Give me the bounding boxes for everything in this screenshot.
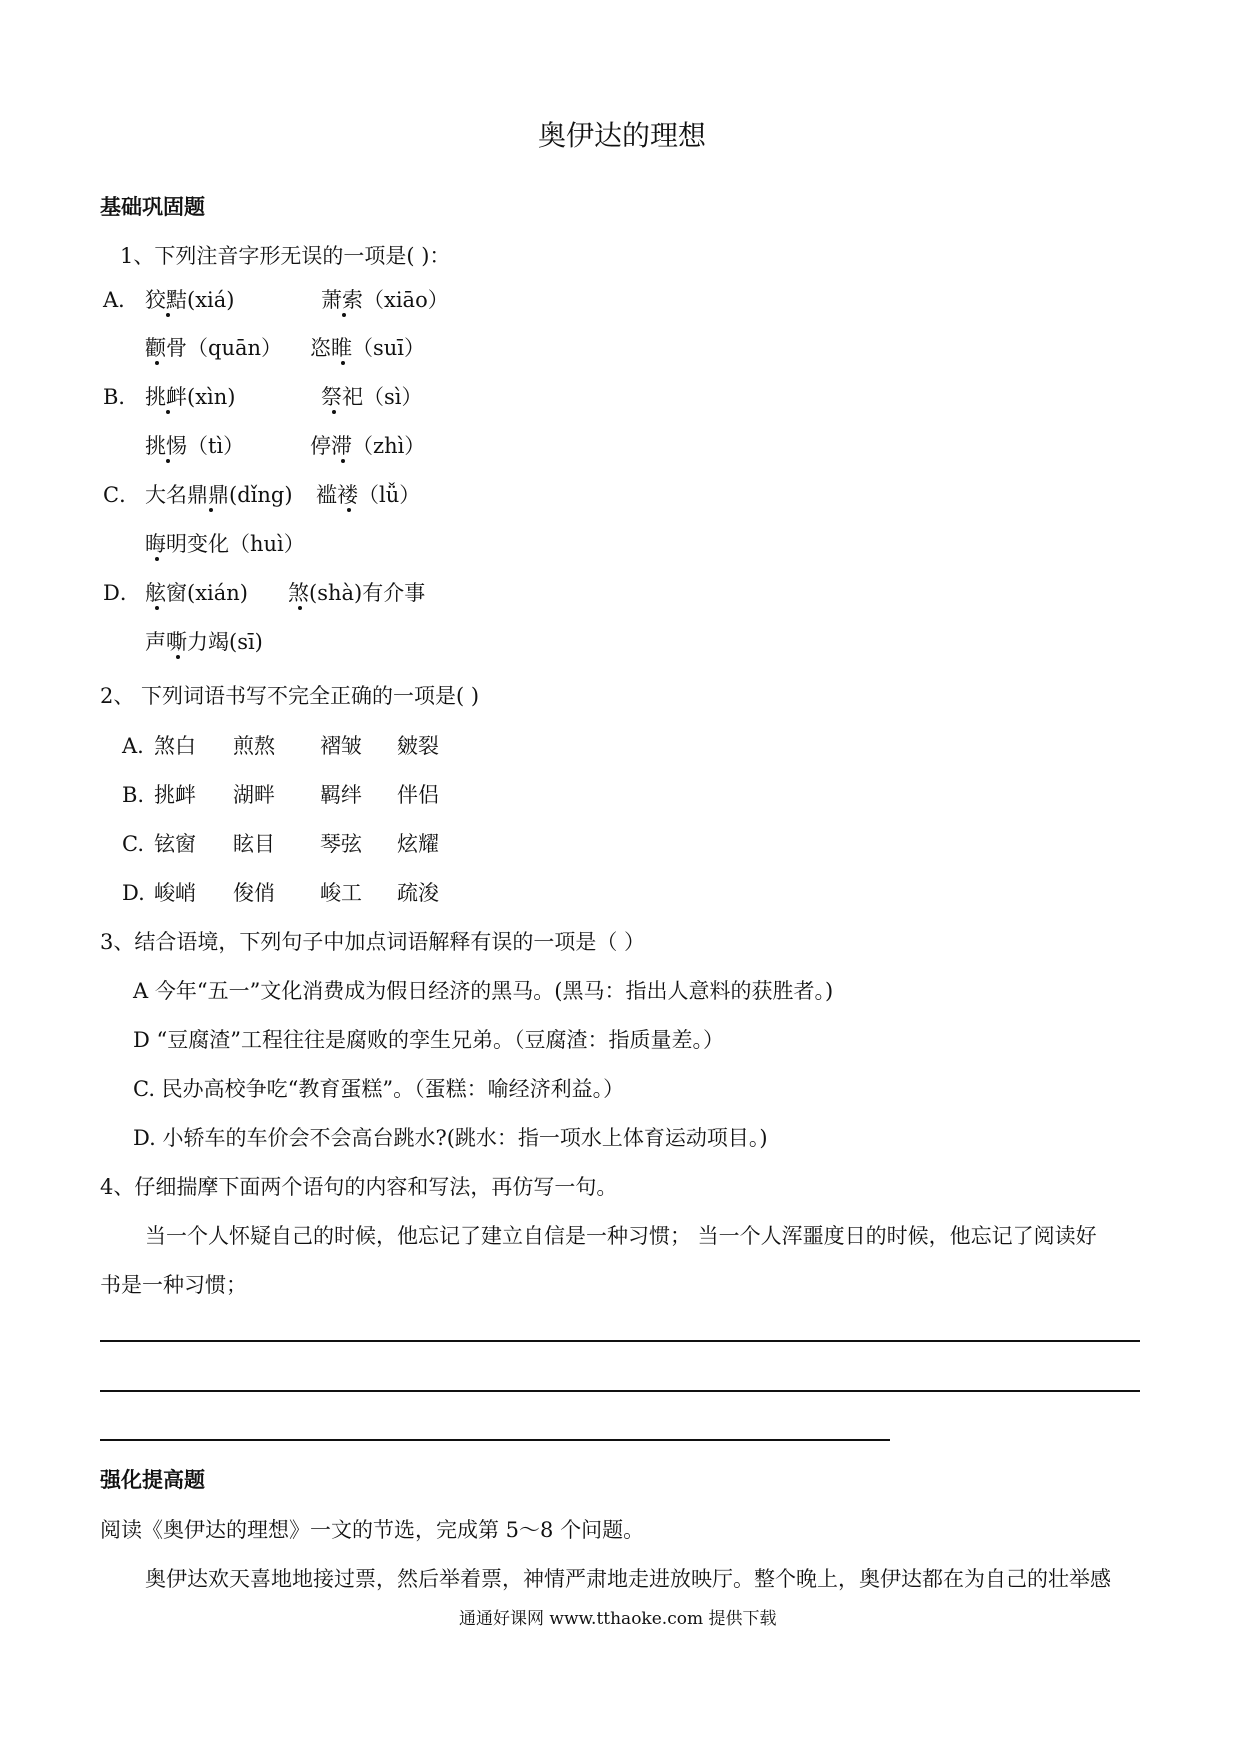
emphasis-dot — [332, 410, 336, 414]
q2-row-c-label: C. — [122, 832, 144, 856]
emphasis-dot — [341, 459, 345, 463]
q1-option-c-item-1: 大名鼎鼎(dǐng) — [145, 483, 293, 507]
q2-row-d-word: 峻工 — [320, 881, 362, 905]
question-1-stem: 1、下列注音字形无误的一项是( )： — [120, 244, 451, 268]
emphasis-dot — [347, 508, 351, 512]
page-footer: 通通好课网 www.tthaoke.com 提供下载 — [459, 1609, 777, 1629]
emphasis-dot — [209, 508, 213, 512]
q1-option-d-item-2: 煞(shà)有介事 — [288, 581, 426, 605]
q2-row-b-word: 挑衅 — [154, 783, 196, 807]
question-2-stem: 2、 下列词语书写不完全正确的一项是( ) — [100, 684, 480, 708]
q1-option-a-item-4: 恣睢（suī） — [310, 336, 426, 360]
reading-passage-line: 奥伊达欢天喜地地接过票，然后举着票，神情严肃地走进放映厅。整个晚上，奥伊达都在为自己的壮举感 — [145, 1567, 1111, 1591]
answer-line[interactable] — [100, 1439, 890, 1441]
q2-row-d-word: 疏浚 — [397, 881, 439, 905]
q1-option-a-item-2: 萧索（xiāo） — [321, 288, 449, 312]
q2-row-a-label: A. — [122, 734, 144, 758]
q2-row-b-label: B. — [122, 783, 145, 807]
q2-row-a-word: 煎熬 — [233, 734, 275, 758]
q3-option-a: A 今年“五一”文化消费成为假日经济的黑马。(黑马：指出人意料的获胜者。) — [133, 979, 834, 1003]
section-heading-advanced: 强化提高题 — [100, 1468, 205, 1492]
q2-row-b-word: 湖畔 — [233, 783, 275, 807]
emphasis-dot — [342, 313, 346, 317]
q1-option-a-item-1: 狡黠(xiá) — [145, 288, 235, 312]
q2-row-c-word: 琴弦 — [320, 832, 362, 856]
answer-line[interactable] — [100, 1340, 1140, 1342]
emphasis-dot — [155, 606, 159, 610]
q3-option-c: C. 民办高校争吃“教育蛋糕”。（蛋糕：喻经济利益。） — [133, 1077, 625, 1101]
q1-option-a-label: A． — [103, 288, 140, 312]
emphasis-dot — [166, 459, 170, 463]
q2-row-b-word: 伴侣 — [397, 783, 439, 807]
q4-example-line-2: 书是一种习惯； — [100, 1273, 247, 1297]
q2-row-c-word: 铉窗 — [154, 832, 196, 856]
q1-option-b-label: B． — [103, 385, 140, 409]
q1-option-c-item-3: 晦明变化（huì） — [145, 532, 305, 556]
q2-row-d-word: 峻峭 — [154, 881, 196, 905]
page-title: 奥伊达的理想 — [538, 119, 707, 152]
emphasis-dot — [298, 606, 302, 610]
answer-line[interactable] — [100, 1390, 1140, 1392]
emphasis-dot — [155, 557, 159, 561]
q4-example-line-1: 当一个人怀疑自己的时候，他忘记了建立自信是一种习惯； 当一个人浑噩度日的时候，他忘记了阅读好 — [145, 1224, 1097, 1248]
emphasis-dot — [166, 410, 170, 414]
q1-option-b-item-3: 挑惕（tì） — [145, 434, 245, 458]
emphasis-dot — [341, 361, 345, 365]
q2-row-c-word: 炫耀 — [397, 832, 439, 856]
q2-row-c-word: 眩目 — [233, 832, 275, 856]
q1-option-b-item-4: 停滞（zhì） — [310, 434, 426, 458]
q1-option-a-item-3: 颧骨（quān） — [145, 336, 283, 360]
q3-option-d: D. 小轿车的车价会不会高台跳水?(跳水：指一项水上体育运动项目。) — [133, 1126, 768, 1150]
q2-row-a-word: 皴裂 — [397, 734, 439, 758]
q1-option-c-label: C． — [103, 483, 141, 507]
q1-option-b-item-1: 挑衅(xìn) — [145, 385, 236, 409]
q2-row-d-word: 俊俏 — [233, 881, 275, 905]
emphasis-dot — [155, 361, 159, 365]
q1-option-d-label: D． — [103, 581, 141, 605]
reading-intro: 阅读《奥伊达的理想》一文的节选，完成第 5～8 个问题。 — [100, 1518, 645, 1542]
q2-row-d-label: D. — [122, 881, 145, 905]
q3-option-b: D “豆腐渣”工程往往是腐败的孪生兄弟。（豆腐渣：指质量差。） — [133, 1028, 724, 1052]
q2-row-b-word: 羁绊 — [320, 783, 362, 807]
question-4-stem: 4、仔细揣摩下面两个语句的内容和写法，再仿写一句。 — [100, 1175, 618, 1199]
emphasis-dot — [176, 655, 180, 659]
q1-option-c-item-2: 褴褛（lǚ） — [316, 483, 421, 507]
q1-option-d-item-3: 声嘶力竭(sī) — [145, 630, 263, 654]
q2-row-a-word: 褶皱 — [320, 734, 362, 758]
emphasis-dot — [166, 313, 170, 317]
question-3-stem: 3、结合语境，下列句子中加点词语解释有误的一项是（ ） — [100, 930, 646, 954]
q2-row-a-word: 煞白 — [154, 734, 196, 758]
section-heading-basic: 基础巩固题 — [100, 195, 205, 219]
q1-option-b-item-2: 祭祀（sì） — [321, 385, 423, 409]
q1-option-d-item-1: 舷窗(xián) — [145, 581, 248, 605]
